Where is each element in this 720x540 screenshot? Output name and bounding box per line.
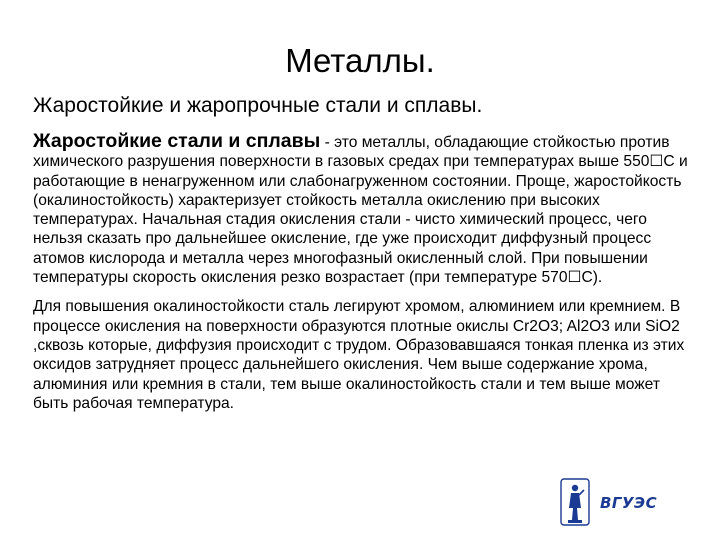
paragraph-1-text: - это металлы, обладающие стойкостью против химического разрушения поверхности в газовых средах при температурах выше 550☐С и работающие в ненагруженном или слабонагруженном состоянии. Проще, жаростойкость (окалиностойкость) характеризует стойкость металла окислению при высоких температурах. Начальная стадия окисления стали - чисто химический процесс, чего нельзя сказать про дальнейшее окисление, где уже происходит диффузный процесс атомов кислорода и металла через многофазный окисленный слой. При повышении температуры скорость окисления резко возрастает (при температуре 570☐С). (33, 134, 688, 287)
paragraph-1 (33, 132, 693, 287)
slide-subtitle: Жаростойкие и жаропрочные стали и сплавы. (33, 94, 483, 117)
logo-text: ВГУЭС (600, 494, 658, 512)
paragraph-2: Для повышения окалиностойкости сталь легируют хромом, алюминием или кремнием. В процессе окисления на поверхности образуются плотные окислы Cr2O3; Al2O3 или SiO2 ,сквозь которые, диффузия происходит с трудом. Образовавшаяся тонкая пленка из этих оксидов затрудняет процесс дальнейшего окисления. Чем выше содержание хрома, алюминия или кремния в стали, тем выше окалиностойкость стали и тем выше может быть рабочая температура. (33, 298, 685, 412)
slide-title: Металлы. (285, 42, 435, 79)
slide-body (33, 132, 693, 413)
monument-figure-icon (560, 478, 590, 526)
university-logo (560, 478, 680, 526)
paragraph-1-lead: Жаростойкие стали и сплавы (33, 130, 321, 152)
